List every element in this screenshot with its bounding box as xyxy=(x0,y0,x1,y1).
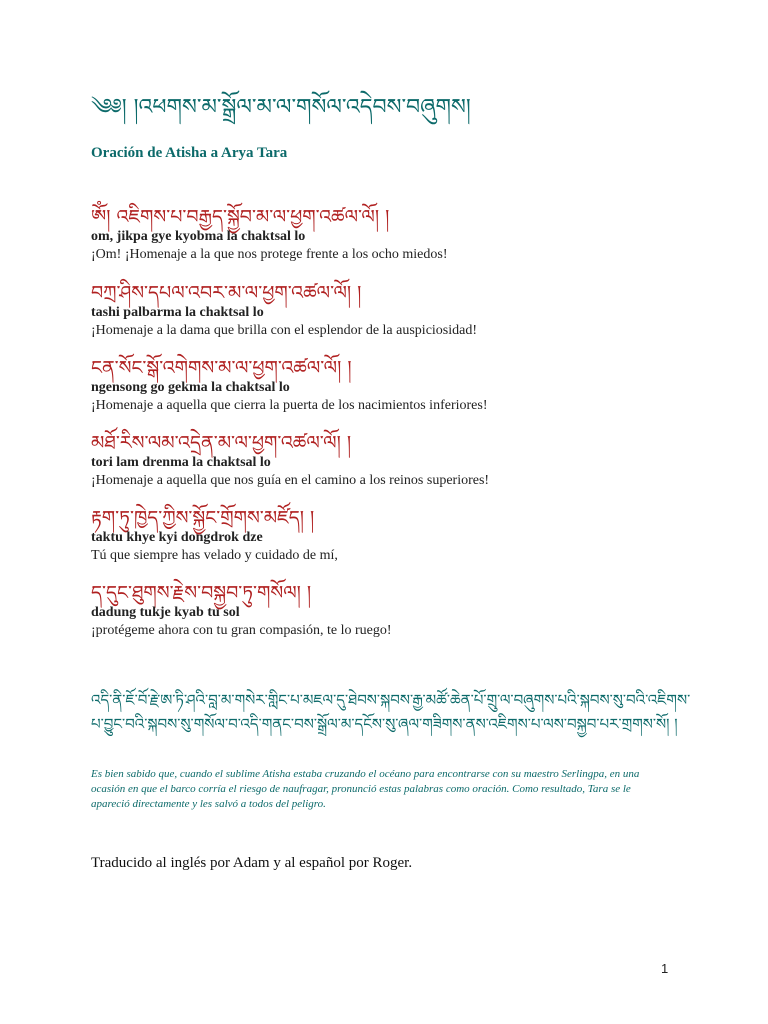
translation-credit: Traducido al inglés por Adam y al español por Roger. xyxy=(91,855,413,871)
verse-6 xyxy=(91,582,691,640)
verse-3 xyxy=(91,357,691,415)
verse-tibetan: བཀྲ་ཤིས་དཔལ་འབར་མ་ལ་ཕྱག་འཚལ་ལོ། ། xyxy=(91,282,362,304)
verse-translation: ¡Homenaje a la dama que brilla con el esplendor de la auspiciosidad! xyxy=(91,323,478,338)
page-subtitle: Oración de Atisha a Arya Tara xyxy=(91,145,288,161)
page-number: 1 xyxy=(661,961,669,976)
historical-note: Es bien sabido que, cuando el sublime Atisha estaba cruzando el océano para encontrarse con su maestro Serlingpa, en una ocasión en que el barco corría el riesgo de naufragar, pronunció estas palabras como oración. Como resultado, Tara se le apareció directamente y les salvó a todos del peligro. xyxy=(91,768,640,810)
verse-tibetan: རྟག་ཏུ་ཁྱེད་ཀྱིས་སྐྱོང་གྲོགས་མཛོད། ། xyxy=(91,507,315,529)
verse-tibetan: ངན་སོང་སྒོ་འགེགས་མ་ལ་ཕྱག་འཚལ་ལོ། ། xyxy=(91,357,352,379)
verse-tibetan: མཐོ་རིས་ལམ་འདྲེན་མ་ལ་ཕྱག་འཚལ་ལོ། ། xyxy=(91,432,352,454)
verse-translation: Tú que siempre has velado y cuidado de mí, xyxy=(91,548,338,563)
verse-transliteration: tori lam drenma la chaktsal lo xyxy=(91,455,271,470)
verse-1 xyxy=(91,206,691,264)
verse-2 xyxy=(91,282,691,340)
verse-5 xyxy=(91,507,691,565)
verse-tibetan: ད་དུང་ཐུགས་རྗེས་བསྐྱབ་ཏུ་གསོལ། ། xyxy=(91,582,312,604)
verse-transliteration: ngensong go gekma la chaktsal lo xyxy=(91,380,290,395)
verse-tibetan: ཨོཾ། འཇིགས་པ་བརྒྱད་སྐྱོབ་མ་ལ་ཕྱག་འཚལ་ལོ། ། xyxy=(91,206,390,228)
verse-transliteration: om, jikpa gye kyobma la chaktsal lo xyxy=(91,229,306,244)
verse-transliteration: taktu khye kyi dongdrok dze xyxy=(91,530,263,545)
tibetan-colophon: འདི་ནི་ཇོ་བོ་རྗེ་ཨ་ཏི་ཤའི་བླ་མ་གསེར་གླིང་པ་མཇལ་དུ་ཐེབས་སྐབས་རྒྱ་མཚོ་ཆེན་པོ་གྲུ་ལ་བཞུགས་པའི་སྐབས་སུ་བའི་འཇིགས་པ་བྱུང་བའི་སྐབས་སུ་གསོལ་བ་འདི་གནང་བས་སྒྲོལ་མ་དངོས་སུ་ཞལ་གཟིགས་ནས་འཇིགས་པ་ལས་བསྐྱབ་པར་གྲགས་སོ། ། xyxy=(91,691,691,733)
verse-translation: ¡protégeme ahora con tu gran compasión, te lo ruego! xyxy=(91,623,392,638)
verse-translation: ¡Homenaje a aquella que cierra la puerta de los nacimientos inferiores! xyxy=(91,398,488,413)
verse-transliteration: tashi palbarma la chaktsal lo xyxy=(91,305,264,320)
verse-translation: ¡Homenaje a aquella que nos guía en el camino a los reinos superiores! xyxy=(91,473,490,488)
verse-translation: ¡Om! ¡Homenaje a la que nos protege frente a los ocho miedos! xyxy=(91,247,448,262)
tibetan-title: ༄༅། །འཕགས་མ་སྒྲོལ་མ་ལ་གསོལ་འདེབས་བཞུགས། xyxy=(91,95,471,120)
verse-transliteration: dadung tukje kyab tu sol xyxy=(91,605,240,620)
verse-4 xyxy=(91,432,691,490)
